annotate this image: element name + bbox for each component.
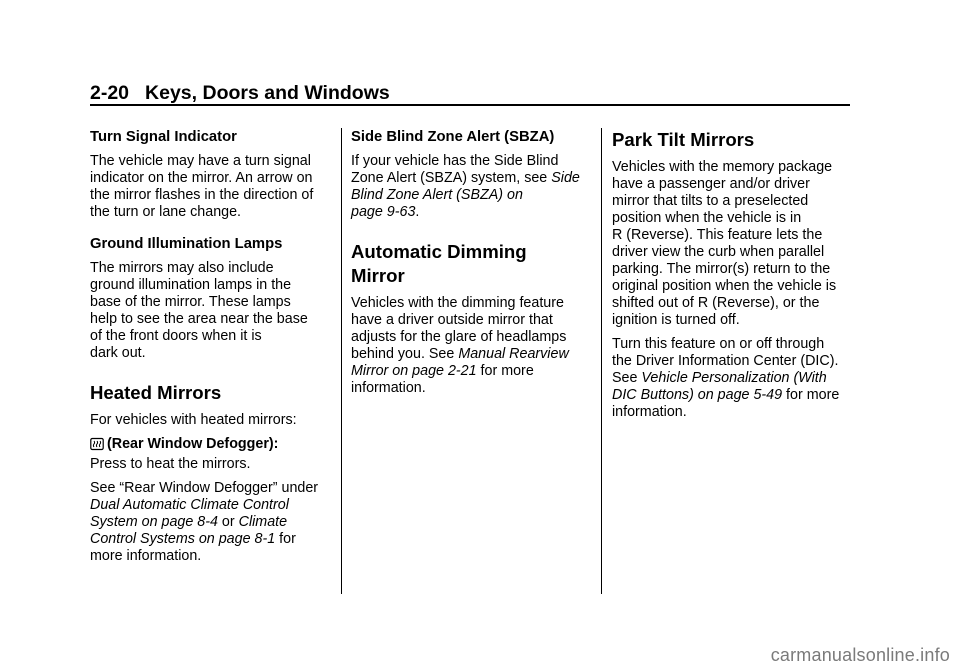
cross-reference: Manual Rearview: [458, 346, 569, 362]
ground-lamps-heading: Ground Illumination Lamps: [90, 236, 283, 252]
column-1: [90, 128, 334, 572]
text-line: If your vehicle has the Side Blind: [351, 153, 559, 169]
text-fragment: .: [415, 204, 420, 220]
text-fragment: See: [612, 370, 642, 386]
spacer: [90, 228, 334, 235]
text-line: [90, 514, 334, 531]
text-line: Vehicles with the dimming feature: [351, 295, 564, 311]
heated-mirrors-intro: For vehicles with heated mirrors:: [90, 412, 297, 428]
text-line: driver view the curb when parallel: [612, 244, 825, 260]
spacer: [90, 369, 334, 381]
column-divider-1: [341, 128, 342, 594]
text-line: indicator on the mirror. An arrow on: [90, 170, 313, 186]
text-line: information.: [351, 380, 426, 396]
ground-lamps-text: [90, 260, 334, 362]
heading-line: Mirror: [351, 265, 405, 286]
sbza-heading: Side Blind Zone Alert (SBZA): [351, 129, 555, 145]
auto-dimming-heading: [351, 240, 591, 288]
heated-see-text: [90, 480, 334, 565]
text-line: have a driver outside mirror that: [351, 312, 553, 328]
text-line: [351, 363, 591, 380]
text-line: original position when the vehicle is: [612, 278, 837, 294]
chapter-title: Keys, Doors and Windows: [145, 82, 390, 104]
column-divider-2: [601, 128, 602, 594]
text-line: dark out.: [90, 345, 146, 361]
defogger-label: (Rear Window Defogger):: [107, 436, 279, 452]
watermark: carmanualsonline.info: [770, 645, 950, 665]
text-line: the mirror flashes in the direction of: [90, 187, 314, 203]
cross-reference: Dual Automatic Climate Control: [90, 497, 289, 513]
text-fragment: Zone Alert (SBZA) system, see: [351, 170, 552, 186]
column-3: [612, 128, 854, 428]
text-line: the Driver Information Center (DIC).: [612, 353, 839, 369]
text-line: Vehicles with the memory package: [612, 159, 833, 175]
park-tilt-text-2: [612, 336, 854, 421]
heated-mirrors-heading: Heated Mirrors: [90, 382, 222, 403]
text-fragment: for: [275, 531, 296, 547]
text-fragment: for more: [782, 387, 840, 403]
text-line: The vehicle may have a turn signal: [90, 153, 311, 169]
column-2: [351, 128, 591, 404]
cross-reference: Side: [551, 170, 580, 186]
text-line: base of the mirror. These lamps: [90, 294, 291, 310]
text-line: [90, 531, 334, 548]
text-line: The mirrors may also include: [90, 260, 274, 276]
text-line: ignition is turned off.: [612, 312, 740, 328]
defogger-text: Press to heat the mirrors.: [90, 456, 251, 472]
text-line: [351, 204, 591, 221]
park-tilt-heading: Park Tilt Mirrors: [612, 129, 755, 150]
text-line: have a passenger and/or driver: [612, 176, 810, 192]
text-line: [90, 497, 334, 514]
defogger-item-label-line: [90, 436, 334, 456]
page-header: [90, 82, 850, 104]
text-line: [351, 346, 591, 363]
auto-dimming-text: [351, 295, 591, 397]
text-line: more information.: [90, 548, 202, 564]
text-fragment: behind you. See: [351, 346, 459, 362]
page-number: 2-20: [90, 82, 130, 104]
text-fragment: for more: [476, 363, 534, 379]
text-line: help to see the area near the base: [90, 311, 308, 327]
text-line: of the front doors when it is: [90, 328, 262, 344]
text-line: information.: [612, 404, 687, 420]
text-line: ground illumination lamps in the: [90, 277, 292, 293]
cross-reference: Mirror on page 2-21: [351, 363, 477, 379]
text-line: adjusts for the glare of headlamps: [351, 329, 567, 345]
header-rule: [90, 104, 850, 106]
cross-reference: Climate: [238, 514, 288, 530]
text-line: [351, 187, 591, 204]
cross-reference: page 9-63: [351, 204, 416, 220]
text-line: parking. The mirror(s) return to the: [612, 261, 831, 277]
text-fragment: or: [217, 514, 239, 530]
cross-reference: System on page 8-4: [90, 514, 218, 530]
turn-signal-text: [90, 153, 334, 221]
text-line: position when the vehicle is in: [612, 210, 802, 226]
cross-reference: Control Systems on page 8-1: [90, 531, 276, 547]
text-line: [351, 170, 591, 187]
defogger-item: [90, 436, 334, 473]
spacer: [351, 228, 591, 240]
sbza-text: [351, 153, 591, 221]
text-line: shifted out of R (Reverse), or the: [612, 295, 820, 311]
park-tilt-text: [612, 159, 854, 329]
text-line: mirror that tilts to a preselected: [612, 193, 809, 209]
cross-reference: Blind Zone Alert (SBZA) on: [351, 187, 523, 203]
cross-reference: DIC Buttons) on page 5-49: [612, 387, 783, 403]
rear-defogger-icon: [90, 437, 104, 456]
turn-signal-heading: Turn Signal Indicator: [90, 129, 237, 145]
heading-line: Automatic Dimming: [351, 241, 527, 262]
text-line: the turn or lane change.: [90, 204, 242, 220]
text-line: R (Reverse). This feature lets the: [612, 227, 823, 243]
text-line: Turn this feature on or off through: [612, 336, 825, 352]
text-line: See “Rear Window Defogger” under: [90, 480, 319, 496]
text-line: [612, 387, 854, 404]
text-line: [612, 370, 854, 387]
cross-reference: Vehicle Personalization (With: [641, 370, 827, 386]
